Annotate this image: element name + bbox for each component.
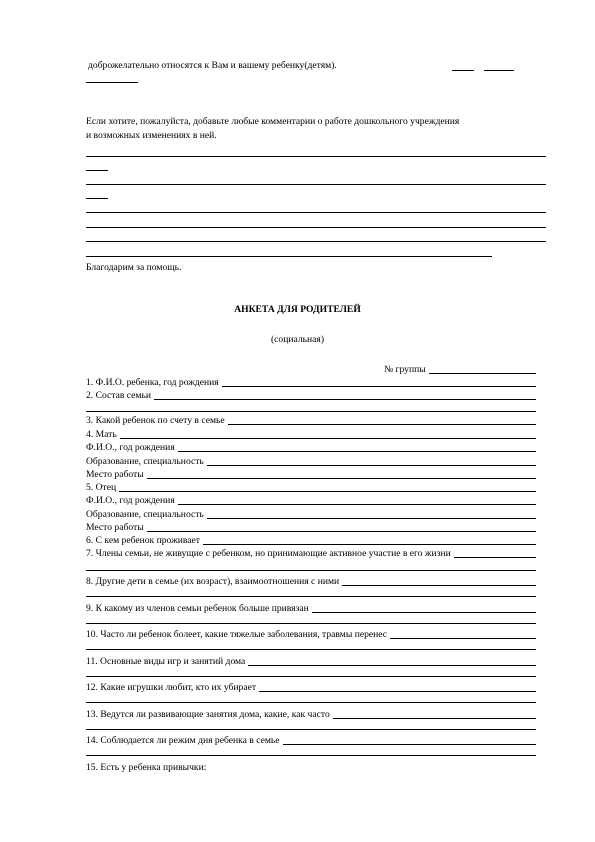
question-row[interactable] — [86, 390, 536, 402]
answer-line[interactable] — [86, 411, 536, 412]
answer-blank[interactable] — [222, 386, 536, 387]
comment-line[interactable] — [86, 227, 546, 228]
question-row[interactable] — [86, 495, 536, 507]
question-label: 2. Состав семьи — [86, 390, 151, 401]
comment-prompt-line-1: Если хотите, пожалуйста, добавьте любые комментарии о работе дошкольного учреждения — [86, 116, 460, 127]
answer-blank[interactable] — [178, 504, 536, 505]
answer-line[interactable] — [86, 623, 536, 624]
question-row[interactable] — [86, 576, 536, 588]
answer-blank[interactable] — [120, 438, 536, 439]
answer-blank[interactable] — [154, 399, 536, 400]
comment-line[interactable] — [86, 198, 108, 199]
group-field[interactable] — [384, 364, 536, 376]
answer-line[interactable] — [86, 676, 536, 677]
group-label: № группы — [384, 364, 426, 375]
question-label: Место работы — [86, 469, 144, 480]
question-label: 3. Какой ребенок по счету в семье — [86, 415, 225, 426]
comment-line[interactable] — [86, 212, 546, 213]
answer-line[interactable] — [86, 755, 536, 756]
question-row[interactable] — [86, 656, 536, 668]
answer-line[interactable] — [86, 596, 536, 597]
question-label: Место работы — [86, 522, 144, 533]
question-row[interactable] — [86, 709, 536, 721]
question-row[interactable] — [86, 735, 536, 747]
form-title: АНКЕТА ДЛЯ РОДИТЕЛЕЙ — [234, 304, 361, 315]
question-label: 6. С кем ребенок проживает — [86, 535, 200, 546]
comment-line[interactable] — [86, 170, 108, 171]
question-row[interactable] — [86, 548, 536, 560]
question-label: 12. Какие игрушки любит, кто их убирает — [86, 682, 257, 693]
question-label: 13. Ведутся ли развивающие занятия дома, какие, как часто — [86, 709, 330, 720]
answer-blank[interactable] — [452, 70, 474, 71]
question-label: 15. Есть у ребенка привычки: — [86, 762, 207, 773]
question-label: Ф.И.О., год рождения — [86, 495, 175, 506]
question-label: 11. Основные виды игр и занятий дома — [86, 656, 246, 667]
question-row[interactable] — [86, 535, 536, 547]
question-label: 8. Другие дети в семье (их возраст), взаимоотношения с ними — [86, 576, 340, 587]
question-label: 5. Отец — [86, 482, 117, 493]
question-row[interactable] — [86, 442, 536, 454]
answer-line[interactable] — [86, 729, 536, 730]
question-row[interactable] — [86, 415, 536, 427]
question-row[interactable] — [86, 682, 536, 694]
answer-blank[interactable] — [207, 465, 536, 466]
question-row[interactable] — [86, 509, 536, 521]
intro-line: доброжелательно относятся к Вам и вашему ребенку(детям). — [88, 60, 337, 71]
question-row[interactable] — [86, 429, 536, 441]
answer-line[interactable] — [86, 570, 536, 571]
question-label: 14. Соблюдается ли режим дня ребенка в семье — [86, 735, 280, 746]
question-row[interactable] — [86, 377, 536, 389]
answer-line[interactable] — [86, 702, 536, 703]
answer-blank[interactable] — [484, 70, 514, 71]
answer-blank[interactable] — [147, 531, 536, 532]
question-row[interactable] — [86, 629, 536, 641]
comment-line[interactable] — [86, 184, 546, 185]
answer-blank[interactable] — [342, 585, 536, 586]
answer-blank[interactable] — [390, 638, 536, 639]
comment-line[interactable] — [86, 241, 546, 242]
answer-blank[interactable] — [178, 451, 536, 452]
question-label: Ф.И.О., год рождения — [86, 442, 175, 453]
question-label: 10. Часто ли ребенок болеет, какие тяжелые заболевания, травмы перенес — [86, 629, 388, 640]
answer-blank[interactable] — [119, 491, 536, 492]
question-row[interactable] — [86, 482, 536, 494]
comment-line[interactable] — [86, 156, 546, 157]
comment-prompt-line-2: и возможных изменениях в ней. — [86, 130, 217, 141]
question-label: 7. Члены семьи, не живущие с ребенком, но принимающие активное участие в его жизни — [86, 548, 451, 559]
thanks-text: Благодарим за помощь. — [86, 262, 182, 273]
answer-blank[interactable] — [248, 665, 536, 666]
answer-blank[interactable] — [147, 478, 536, 479]
question-label: Образование, специальность — [86, 456, 204, 467]
form-subtitle: (социальная) — [270, 334, 325, 345]
question-row[interactable] — [86, 522, 536, 534]
answer-blank[interactable] — [228, 424, 536, 425]
answer-blank[interactable] — [86, 82, 138, 83]
answer-blank[interactable] — [259, 691, 536, 692]
answer-blank[interactable] — [312, 612, 536, 613]
comment-line[interactable] — [86, 256, 492, 257]
answer-blank[interactable] — [283, 744, 536, 745]
answer-blank[interactable] — [333, 718, 536, 719]
answer-blank[interactable] — [203, 544, 536, 545]
question-label: Образование, специальность — [86, 509, 204, 520]
question-row[interactable] — [86, 469, 536, 481]
group-blank[interactable] — [429, 373, 536, 374]
question-label: 9. К какому из членов семьи ребенок больше привязан — [86, 603, 309, 614]
answer-line[interactable] — [86, 649, 536, 650]
answer-blank[interactable] — [454, 557, 536, 558]
question-row[interactable] — [86, 456, 536, 468]
question-label: 1. Ф.И.О. ребенка, год рождения — [86, 377, 219, 388]
question-row[interactable] — [86, 603, 536, 615]
question-label: 4. Мать — [86, 429, 117, 440]
answer-blank[interactable] — [207, 518, 536, 519]
